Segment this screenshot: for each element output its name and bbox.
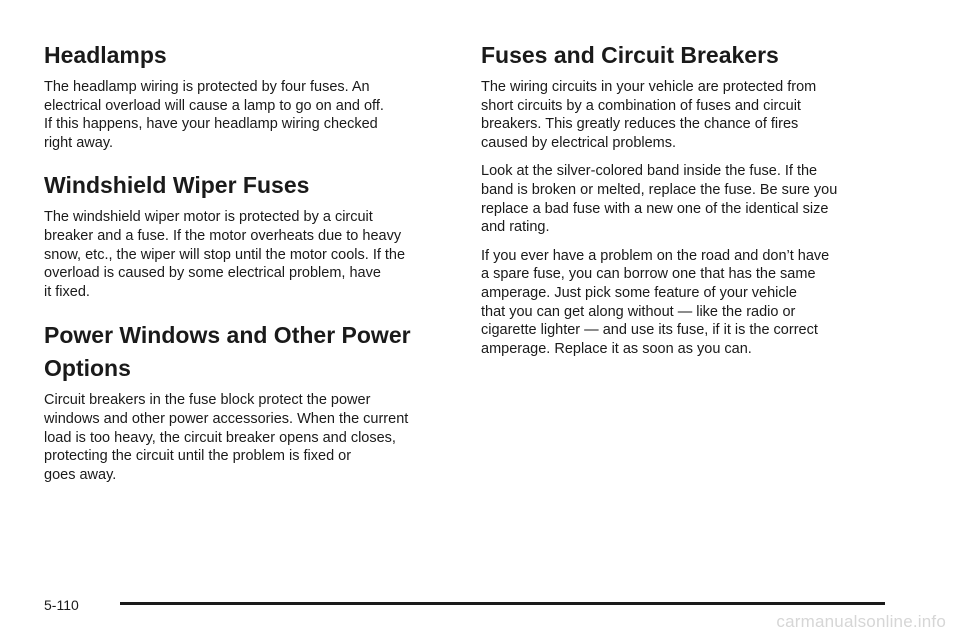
section-paragraph: Look at the silver-colored band inside the fuse. If the band is broken or melted, replace the fuse. Be sure you replace a bad fuse with a new one of the identical size and rating. [481, 163, 838, 236]
section-windshield-wiper-fuses [44, 170, 444, 301]
section-heading: Fuses and Circuit Breakers [481, 42, 779, 68]
section-paragraph: Circuit breakers in the fuse block protect the power windows and other power accessories. When the current load is too heavy, the circuit breaker opens and closes, protecting the circuit until the problem is fixed or goes away. [44, 392, 409, 483]
section-paragraph: If you ever have a problem on the road and don’t have a spare fuse, you can borrow one that has the same amperage. Just pick some feature of your vehicle that you can get along without — like the radio or cigarette lighter — and use its fuse, if it is the correct amperage. Replace it as soon as you can. [481, 247, 830, 357]
left-column [44, 40, 444, 502]
section-paragraph: The wiring circuits in your vehicle are protected from short circuits by a combination of fuses and circuit breakers. This greatly reduces the chance of fires caused by electrical problems. [481, 79, 817, 151]
right-column [481, 40, 901, 376]
section-fuses-circuit-breakers [481, 40, 901, 358]
section-headlamps [44, 40, 444, 152]
section-heading: Power Windows and Other Power Options [44, 322, 411, 382]
section-paragraph: The headlamp wiring is protected by four fuses. An electrical overload will cause a lamp to go on and off. If this happens, have your headlamp wiring checked right away. [44, 79, 384, 151]
section-power-windows [44, 319, 444, 484]
section-paragraph: The windshield wiper motor is protected by a circuit breaker and a fuse. If the motor overheats due to heavy snow, etc., the wiper will stop until the motor cools. If the overload is caused by some electrical problem, have it fixed. [44, 209, 406, 300]
footer-rule [120, 602, 885, 605]
section-heading: Headlamps [44, 42, 167, 68]
watermark: carmanualsonline.info [776, 612, 946, 631]
section-heading: Windshield Wiper Fuses [44, 172, 310, 199]
page-number: 5-110 [44, 597, 79, 613]
